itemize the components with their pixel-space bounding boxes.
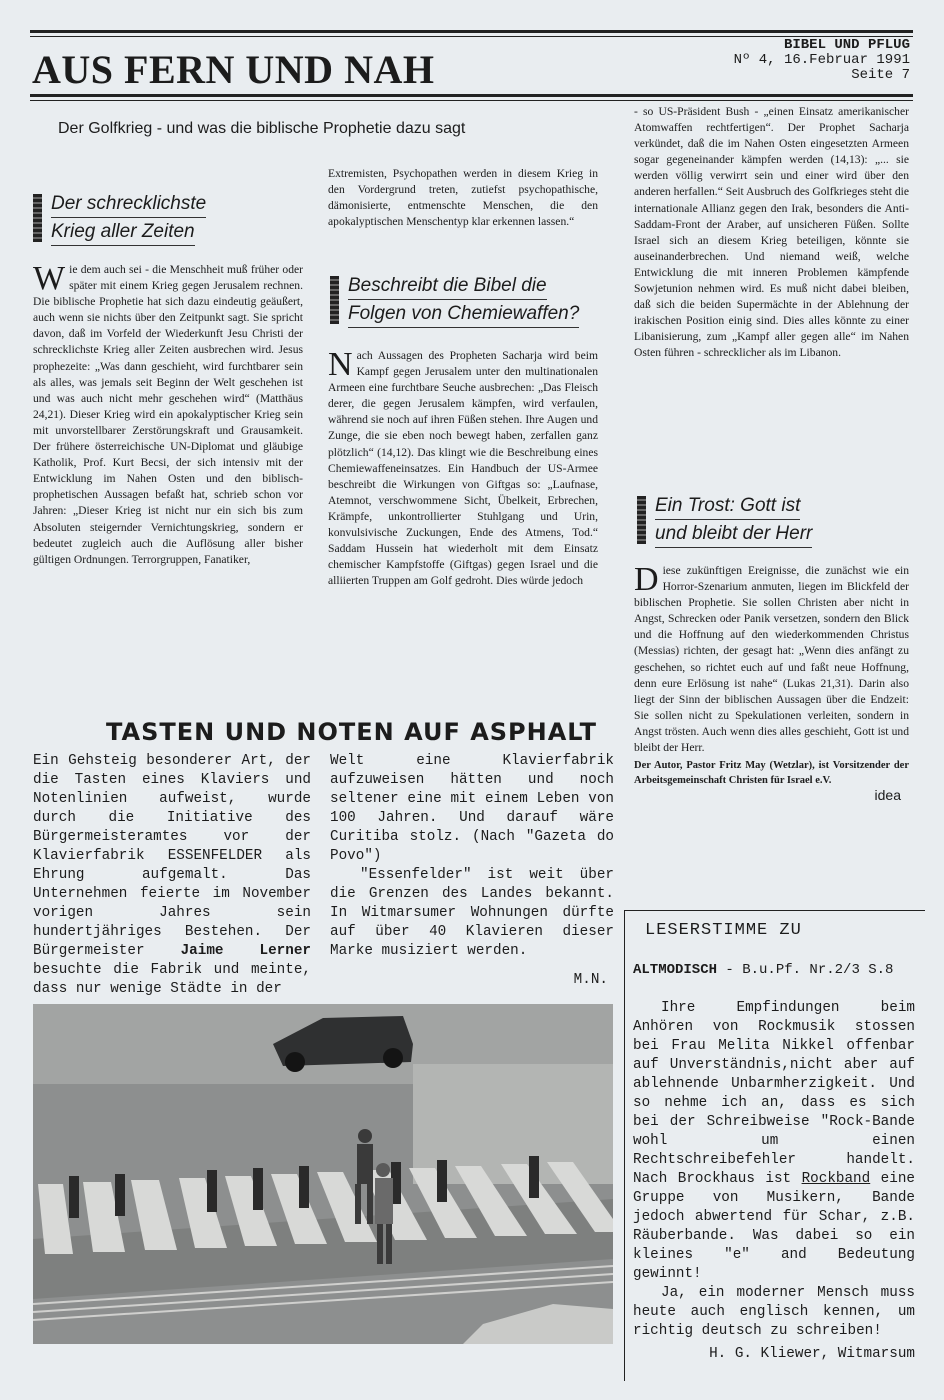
paragraph: ach Aussagen des Propheten Sacharja wird beim Kampf gegen Jerusalem unter den multinationalen Armeen eine furchtbare Seuche ausbrechen: „Das Fleisch derer, die gegen Jerusalem kämpfen, wird verfaulen, während sie noch auf ihren Füßen stehen. Ihre Augen und Zunge, die sie eben noch bewegt haben, zerfallen ganz plötzlich“ (14,12). Das klingt wie die Beschreibung eines Chemiewaffeneinsatzes. Ein Handbuch der US-Armee beschreibt die Wirkungen von Giftgas so: „Laufnase, Atemnot, verschwommene Sicht, Übelkeit, Erbrechen, Krämpfe, unkontrollierter Stuhlgang und Urin, konvulsivische Zuckungen, Ende des Atmens, Tod.“ Saddam Hussein hat wiederholt mit dem Einsatz chemischer Kampfstoffe (Giftgas) gegen Israel und die alliierten Truppen am Golf gedroht. Dies würde jedoch: [328, 349, 598, 588]
heading-bar-icon: [637, 496, 646, 544]
signature: H. G. Kliewer, Witmarsum: [709, 1346, 915, 1362]
paragraph: [633, 999, 915, 1284]
paragraph: "Essenfelder" ist weit über die Grenzen des Landes bekannt. In Witmarsumer Wohnungen dürfte auf über 40 Klavieren dieser Marke musiziert werden.: [330, 867, 614, 959]
asphalt-column-2: [330, 752, 614, 990]
paragraph: Extremisten, Psychopathen werden in diesem Krieg in den Vordergrund treten, zutiefst psychopathische, dämonisierte, entmenschte Menschen, die den apokalyptischen Menschentyp klar erkennen lassen.“: [328, 167, 598, 229]
drop-cap: W: [33, 260, 66, 297]
paragraph: iese zukünftigen Ereignisse, die zunächst wie ein Horror-Szenarium anmuten, liegen im Blickfeld der biblischen Prophetie. Sie sollen Christen aber nicht in Angst, Schrecken oder Panik versetzen, sondern den Blick und die Hoffnung auf den wiederkommenden Christus (Messias) richten, der gesagt hat: „Wenn dies anfängt zu geschehen, so richtet euch auf und faßt neue Hoffnung, denn eure Erlösung ist nahe“ (Lukas 21,31). Darin also liegt der Sinn der biblischen Aussagen über die Endzeit: Sie sollen nicht zu Spekulationen verleiten, sondern in Angst trösten. Auch wenn dies alles geschieht, Gott ist und bleibt der Herr.: [634, 564, 909, 755]
heading-line: Der schrecklichste: [51, 190, 206, 218]
leserstimme-body: [633, 999, 915, 1364]
article-column-3-top: [634, 104, 909, 362]
masthead-bottom-thin-rule: [30, 100, 913, 101]
leserstimme-box: [624, 910, 925, 1381]
heading-line: Krieg aller Zeiten: [51, 218, 195, 246]
asphalt-column-1: [33, 752, 311, 999]
masthead-top-rule: [30, 30, 913, 33]
paragraph-text: besuchte die Fabrik und meinte, dass nur wenige Städte in der: [33, 962, 311, 997]
mayor-name: Jaime Lerner: [180, 943, 311, 959]
paragraph: [33, 752, 311, 999]
paragraph-text: eine Gruppe von Musikern, Bande jedoch abwertend für Schar, z.B. Räuberbande. Was dabei so ein kleines "e" and Bedeutung gewinnt!: [633, 1171, 915, 1282]
paragraph-text: Ein Gehsteig besonderer Art, der die Tasten eines Klaviers und Notenlinien aufweist, wurde durch die Initiative des Bürgermeisteramtes vor der Klavierfabrik ESSENFELDER als Ehrung aufgemalt. Das Unternehmen feierte im November vorigen Jahres sein hundertjähriges Bestehen. Der Bürgermeister: [33, 753, 311, 959]
heading-line: Folgen von Chemiewaffen?: [348, 300, 579, 328]
paragraph: Welt eine Klavierfabrik aufzuweisen hätten und noch seltener eine mit einem Leben von 100 Jahren. Und darauf wäre Curitiba stolz. (Nach "Gazeta do Povo"): [330, 753, 614, 864]
asphalt-headline: TASTEN UND NOTEN AUF ASPHALT: [106, 718, 597, 746]
heading-line: Ein Trost: Gott ist: [655, 492, 800, 520]
leserstimme-reference: [633, 961, 925, 980]
heading-bar-icon: [33, 194, 42, 242]
signature: M.N.: [573, 972, 608, 988]
article-column-2: [328, 348, 598, 589]
heading-line: Beschreibt die Bibel die: [348, 272, 547, 300]
article-subtitle: Der Golfkrieg - und was die biblische Prophetie dazu sagt: [58, 120, 466, 137]
issue-info: [734, 38, 910, 83]
drop-cap: D: [634, 561, 659, 598]
article-column-1: [33, 262, 303, 568]
page-number: Seite 7: [851, 67, 910, 83]
section-heading-3: [637, 492, 812, 548]
issue-date: Nº 4, 16.Februar 1991: [733, 52, 910, 68]
author-note: Der Autor, Pastor Fritz May (Wetzlar), ist Vorsitzender der Arbeitsgemeinschaft Christen für Israel e.V.: [634, 760, 909, 787]
section-heading-1: [33, 190, 206, 246]
heading-line: und bleibt der Herr: [655, 520, 812, 548]
masthead-title: AUS FERN UND NAH: [32, 47, 435, 92]
masthead-thin-rule: [30, 36, 913, 37]
paragraph-text: Ihre Empfindungen beim Anhören von Rockmusik stossen bei Frau Melita Nikkel offenbar auf Unverständnis,nicht aber auf ablehnende Unbarmherzigkeit. Und so nehme ich an, dass es sich bei der Schreibweise "Rock-Bande wohl um einen Rechtschreibefehler handelt. Nach Brockhaus ist: [633, 1000, 915, 1187]
section-heading-2: [330, 272, 579, 328]
source-credit: idea: [874, 787, 901, 804]
drop-cap: N: [328, 346, 353, 383]
leserstimme-title: LESERSTIMME ZU: [645, 921, 802, 940]
reference-title: ALTMODISCH: [633, 962, 718, 978]
reference-text: - B.u.Pf. Nr.2/3 S.8: [725, 962, 894, 978]
masthead-bottom-rule: [30, 94, 913, 97]
publication-name: BIBEL UND PFLUG: [783, 37, 910, 53]
article-column-3: [634, 563, 909, 802]
crosswalk-photo: [33, 1004, 613, 1344]
paragraph: Ja, ein moderner Mensch muss heute auch englisch kennen, um richtig deutsch zu schreiben!: [633, 1285, 915, 1339]
rockband-term: Rockband: [801, 1171, 871, 1187]
paragraph: ie dem auch sei - die Menschheit muß früher oder später mit einem Krieg gegen Jerusalem rechnen. Die biblische Prophetie hat sich dazu eindeutig geäußert, auch wenn sie nichts über den Zeitpunkt sagt. Sie spricht davon, daß im Vorfeld der Wiederkunft Jesu Christi der schrecklichste Krieg aller Zeiten ausbrechen wird. Jesus prophezeite: „Was dann geschieht, wird furchtbarer sein als alles, was jemals seit Beginn der Welt geschehen ist und was auch nicht mehr geschehen wird“ (Matthäus 24,21). Dieser Krieg wird ein apokalyptischer Krieg sein mit unvorstellbarer Zerstörungskraft und Grausamkeit. Der frühere österreichische UN-Diplomat und gläubige Katholik, Prof. Kurt Becsi, der sich intensiv mit der Entwicklung im Nahen Osten und den biblisch-prophetischen Aussagen befaßt hat, schrieb schon vor Jahren: „Dieser Krieg ist nicht nur ein sich bis zum Absoluten steigernder Vernichtungskrieg, sondern er bedeutet zugleich auch die Auflösung aller bisher gültigen Ordnungen. Terrorgruppen, Fanatiker,: [33, 263, 303, 566]
heading-bar-icon: [330, 276, 339, 324]
paragraph: - so US-Präsident Bush - „einen Einsatz amerikanischer Atomwaffen rechtfertigen“. Der Prophet Sacharja verkündet, daß die im Nahen Osten eingesetzten Armeen sogar gegeneinander kämpfen werden (14,13): „... sie werden völlig verwirrt sein und einer wird über den anderen herfallen.“ Seit Ausbruch des Golfkrieges steht die internationale Allianz gegen den Irak, besonders die Anti-Saddam-Front der Araber, auf unsicheren Füßen. Sollte Israel sich an diesem Krieg beteiligen, könnte sie auseinanderbrechen. Und niemand weiß, welche Entwicklung die mit inneren Problemen kämpfende Sowjetunion nehmen wird. Es muß nicht dabei bleiben, daß sich die beiden Supermächte in der Ablehnung der irakischen Position einig sind. Dies alles könnte zu einer Libanisierung, zum „Kampf aller gegen alle“ im Nahen Osten führen - schrecklicher als im Libanon.: [634, 105, 909, 360]
article-column-2-top: [328, 166, 598, 230]
